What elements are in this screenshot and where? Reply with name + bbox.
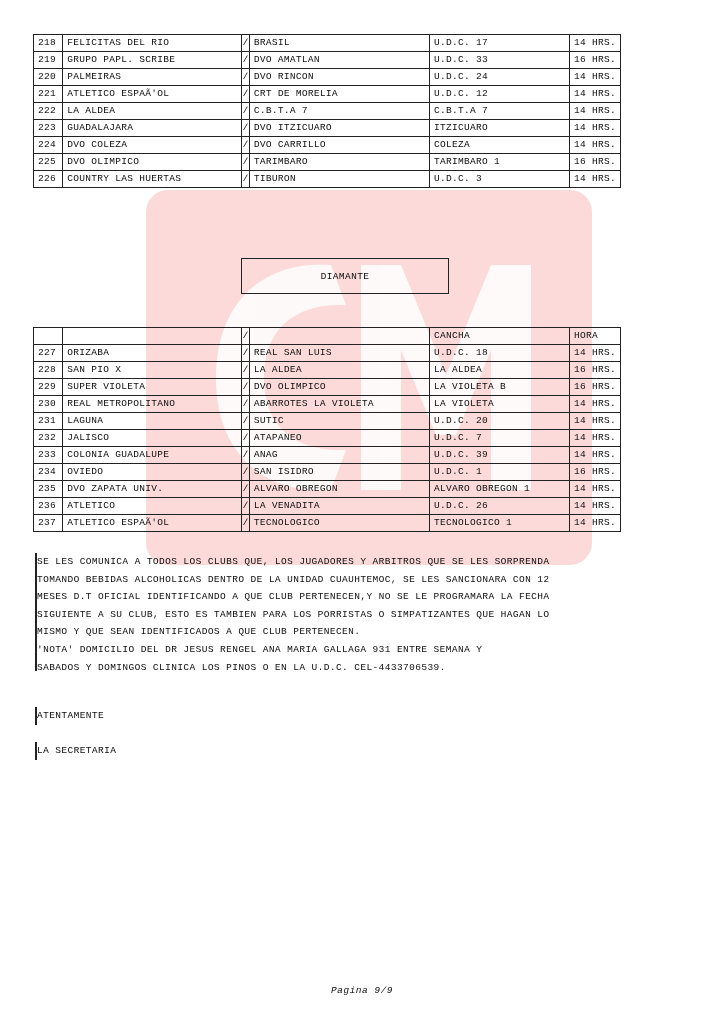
table-row xyxy=(34,498,621,515)
home-team-header xyxy=(63,328,242,345)
away-team-cell: CRT DE MORELIA xyxy=(249,86,429,103)
away-team-cell: ABARROTES LA VIOLETA xyxy=(249,396,429,413)
separator-cell: / xyxy=(242,464,250,481)
match-number-cell: 235 xyxy=(34,481,63,498)
separator-cell: / xyxy=(242,430,250,447)
match-number-cell: 219 xyxy=(34,52,63,69)
separator-cell: / xyxy=(242,103,250,120)
match-number-cell: 237 xyxy=(34,515,63,532)
time-header: HORA xyxy=(569,328,620,345)
away-team-cell: DVO RINCON xyxy=(249,69,429,86)
category-title-box xyxy=(241,258,449,294)
time-cell: 14 HRS. xyxy=(569,35,620,52)
home-team-cell: FELICITAS DEL RIO xyxy=(63,35,242,52)
home-team-cell: LA ALDEA xyxy=(63,103,242,120)
match-number-cell: 230 xyxy=(34,396,63,413)
match-number-cell: 218 xyxy=(34,35,63,52)
away-team-cell: DVO AMATLAN xyxy=(249,52,429,69)
home-team-cell: OVIEDO xyxy=(63,464,242,481)
separator-cell: / xyxy=(242,171,250,188)
home-team-cell: ATLETICO ESPAÃ'OL xyxy=(63,515,242,532)
separator-cell: / xyxy=(242,69,250,86)
home-team-cell: COUNTRY LAS HUERTAS xyxy=(63,171,242,188)
home-team-cell: DVO ZAPATA UNIV. xyxy=(63,481,242,498)
category-title: DIAMANTE xyxy=(320,270,370,282)
separator-cell: / xyxy=(242,52,250,69)
schedule-table-top xyxy=(33,34,621,188)
match-number-cell: 234 xyxy=(34,464,63,481)
separator-cell: / xyxy=(242,481,250,498)
time-cell: 14 HRS. xyxy=(569,137,620,154)
table-row xyxy=(34,69,621,86)
field-cell: U.D.C. 12 xyxy=(430,86,570,103)
time-cell: 14 HRS. xyxy=(569,413,620,430)
away-team-cell: SAN ISIDRO xyxy=(249,464,429,481)
separator-cell: / xyxy=(242,345,250,362)
away-team-cell: SUTIC xyxy=(249,413,429,430)
home-team-cell: SAN PIO X xyxy=(63,362,242,379)
time-cell: 14 HRS. xyxy=(569,430,620,447)
away-team-cell: BRASIL xyxy=(249,35,429,52)
field-cell: U.D.C. 24 xyxy=(430,69,570,86)
table-row xyxy=(34,464,621,481)
field-cell: U.D.C. 18 xyxy=(430,345,570,362)
table-row xyxy=(34,345,621,362)
field-cell: U.D.C. 7 xyxy=(430,430,570,447)
notice-paragraph xyxy=(35,553,555,676)
notice-margin-bar xyxy=(35,553,37,671)
away-team-cell: REAL SAN LUIS xyxy=(249,345,429,362)
field-cell: LA VIOLETA xyxy=(430,396,570,413)
separator-cell: / xyxy=(242,120,250,137)
match-number-cell: 221 xyxy=(34,86,63,103)
match-number-cell: 229 xyxy=(34,379,63,396)
table-row xyxy=(34,171,621,188)
notice-line: SE LES COMUNICA A TODOS LOS CLUBS QUE, LOS JUGADORES Y ARBITROS QUE SE LES SORPRENDA xyxy=(37,556,550,567)
field-cell: TECNOLOGICO 1 xyxy=(430,515,570,532)
separator-cell: / xyxy=(242,362,250,379)
separator-cell: / xyxy=(242,379,250,396)
field-cell: U.D.C. 17 xyxy=(430,35,570,52)
time-cell: 16 HRS. xyxy=(569,464,620,481)
home-team-cell: DVO COLEZA xyxy=(63,137,242,154)
home-team-cell: JALISCO xyxy=(63,430,242,447)
field-cell: U.D.C. 39 xyxy=(430,447,570,464)
time-cell: 14 HRS. xyxy=(569,345,620,362)
table-row xyxy=(34,86,621,103)
match-number-cell: 236 xyxy=(34,498,63,515)
time-cell: 16 HRS. xyxy=(569,154,620,171)
match-number-cell: 228 xyxy=(34,362,63,379)
away-team-cell: TECNOLOGICO xyxy=(249,515,429,532)
home-team-cell: ATLETICO xyxy=(63,498,242,515)
away-team-cell: ALVARO OBREGON xyxy=(249,481,429,498)
match-number-cell: 231 xyxy=(34,413,63,430)
field-cell: U.D.C. 26 xyxy=(430,498,570,515)
separator-cell: / xyxy=(242,413,250,430)
notice-line: SABADOS Y DOMINGOS CLINICA LOS PINOS O EN LA U.D.C. CEL-4433706539. xyxy=(37,661,446,673)
field-cell: COLEZA xyxy=(430,137,570,154)
field-cell: ITZICUARO xyxy=(430,120,570,137)
table-row xyxy=(34,103,621,120)
separator-cell: / xyxy=(242,154,250,171)
home-team-cell: GUADALAJARA xyxy=(63,120,242,137)
notice-line: 'NOTA' DOMICILIO DEL DR JESUS RENGEL ANA MARIA GALLAGA 931 ENTRE SEMANA Y xyxy=(37,643,483,655)
match-number-cell: 220 xyxy=(34,69,63,86)
table-header-row xyxy=(34,328,621,345)
away-team-cell: DVO CARRILLO xyxy=(249,137,429,154)
closing-text: ATENTAMENTE xyxy=(37,710,105,721)
time-cell: 16 HRS. xyxy=(569,362,620,379)
match-number-cell: 223 xyxy=(34,120,63,137)
home-team-cell: GRUPO PAPL. SCRIBE xyxy=(63,52,242,69)
table-row xyxy=(34,52,621,69)
home-team-cell: PALMEIRAS xyxy=(63,69,242,86)
away-team-cell: ANAG xyxy=(249,447,429,464)
separator-cell: / xyxy=(242,396,250,413)
table-row xyxy=(34,413,621,430)
field-header: CANCHA xyxy=(430,328,570,345)
home-team-cell: COLONIA GUADALUPE xyxy=(63,447,242,464)
table-row xyxy=(34,154,621,171)
separator-header: / xyxy=(242,328,250,345)
home-team-cell: REAL METROPOLITANO xyxy=(63,396,242,413)
table-row xyxy=(34,120,621,137)
field-cell: U.D.C. 33 xyxy=(430,52,570,69)
time-cell: 16 HRS. xyxy=(569,52,620,69)
time-cell: 14 HRS. xyxy=(569,86,620,103)
time-cell: 14 HRS. xyxy=(569,498,620,515)
home-team-cell: DVO OLIMPICO xyxy=(63,154,242,171)
time-cell: 14 HRS. xyxy=(569,103,620,120)
match-number-cell: 227 xyxy=(34,345,63,362)
field-cell: C.B.T.A 7 xyxy=(430,103,570,120)
field-cell: LA VIOLETA B xyxy=(430,379,570,396)
notice-line: SIGUIENTE A SU CLUB, ESTO ES TAMBIEN PARA LOS PORRISTAS O SIMPATIZANTES QUE HAGAN LO xyxy=(37,608,550,620)
table-row xyxy=(34,35,621,52)
home-team-cell: SUPER VIOLETA xyxy=(63,379,242,396)
time-cell: 14 HRS. xyxy=(569,515,620,532)
time-cell: 14 HRS. xyxy=(569,481,620,498)
table-row xyxy=(34,379,621,396)
field-cell: ALVARO OBREGON 1 xyxy=(430,481,570,498)
home-team-cell: ATLETICO ESPAÃ'OL xyxy=(63,86,242,103)
separator-cell: / xyxy=(242,137,250,154)
table-row xyxy=(34,515,621,532)
home-team-cell: ORIZABA xyxy=(63,345,242,362)
match-number-cell: 224 xyxy=(34,137,63,154)
separator-cell: / xyxy=(242,86,250,103)
time-cell: 14 HRS. xyxy=(569,396,620,413)
away-team-cell: DVO ITZICUARO xyxy=(249,120,429,137)
away-team-cell: LA VENADITA xyxy=(249,498,429,515)
table-row xyxy=(34,447,621,464)
match-number-cell: 225 xyxy=(34,154,63,171)
notice-line: MESES D.T OFICIAL IDENTIFICANDO A QUE CLUB PERTENECEN,Y NO SE LE PROGRAMARA LA FECHA xyxy=(37,591,550,603)
time-cell: 14 HRS. xyxy=(569,171,620,188)
time-cell: 14 HRS. xyxy=(569,447,620,464)
schedule-table-bottom xyxy=(33,327,621,532)
time-cell: 16 HRS. xyxy=(569,379,620,396)
page-number: Pagina 9/9 xyxy=(330,985,393,996)
field-cell: U.D.C. 1 xyxy=(430,464,570,481)
away-team-cell: TIBURON xyxy=(249,171,429,188)
separator-cell: / xyxy=(242,515,250,532)
away-team-header xyxy=(249,328,429,345)
notice-line: TOMANDO BEBIDAS ALCOHOLICAS DENTRO DE LA UNIDAD CUAUHTEMOC, SE LES SANCIONARA CON 12 xyxy=(37,573,550,585)
field-cell: U.D.C. 20 xyxy=(430,413,570,430)
match-number-header xyxy=(34,328,63,345)
match-number-cell: 222 xyxy=(34,103,63,120)
separator-cell: / xyxy=(242,498,250,515)
match-number-cell: 226 xyxy=(34,171,63,188)
away-team-cell: ATAPANEO xyxy=(249,430,429,447)
home-team-cell: LAGUNA xyxy=(63,413,242,430)
match-number-cell: 232 xyxy=(34,430,63,447)
away-team-cell: DVO OLIMPICO xyxy=(249,379,429,396)
table-row xyxy=(34,137,621,154)
match-number-cell: 233 xyxy=(34,447,63,464)
table-row xyxy=(34,481,621,498)
table-row xyxy=(34,362,621,379)
away-team-cell: TARIMBARO xyxy=(249,154,429,171)
signer-text: LA SECRETARIA xyxy=(37,745,117,756)
field-cell: U.D.C. 3 xyxy=(430,171,570,188)
away-team-cell: LA ALDEA xyxy=(249,362,429,379)
away-team-cell: C.B.T.A 7 xyxy=(249,103,429,120)
table-row xyxy=(34,396,621,413)
field-cell: LA ALDEA xyxy=(430,362,570,379)
time-cell: 14 HRS. xyxy=(569,69,620,86)
separator-cell: / xyxy=(242,35,250,52)
separator-cell: / xyxy=(242,447,250,464)
table-row xyxy=(34,430,621,447)
field-cell: TARIMBARO 1 xyxy=(430,154,570,171)
notice-line: MISMO Y QUE SEAN IDENTIFICADOS A QUE CLUB PERTENECEN. xyxy=(37,626,361,638)
time-cell: 14 HRS. xyxy=(569,120,620,137)
